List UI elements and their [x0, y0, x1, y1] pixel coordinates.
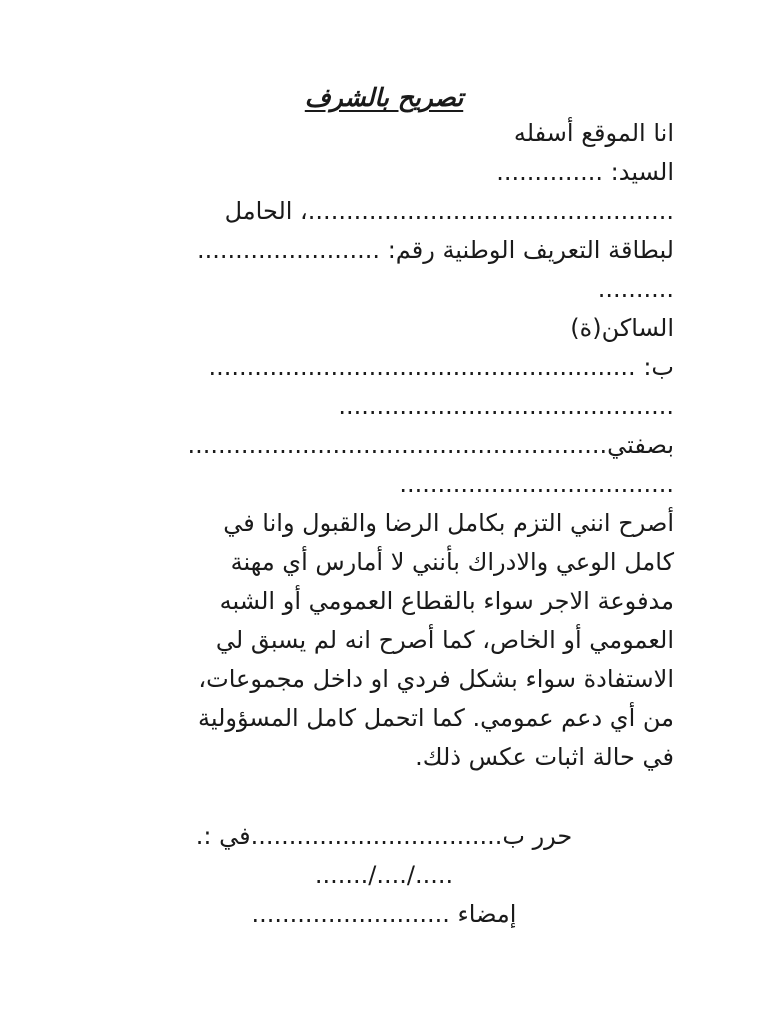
intro-line: انا الموقع أسفله	[513, 119, 674, 147]
declaration-line: أصرح انني التزم بكامل الرضا والقبول وانا في	[223, 509, 674, 537]
resident-label-line: الساكن(ة)	[570, 314, 674, 342]
address-line: ب: ........................................................	[208, 353, 674, 381]
signature-block	[0, 817, 768, 934]
capacity-line: بصفتي.......................................................	[187, 431, 674, 459]
declaration-line: كامل الوعي والادراك بأنني لا أمارس أي مهنة	[230, 548, 674, 576]
name-field-line: السيد: ..............	[496, 158, 674, 186]
place-date-line: حرر ب.................................في :.	[195, 822, 573, 850]
address-continuation-line: ............................................	[338, 392, 674, 420]
signature-line: إمضاء ..........................	[251, 900, 517, 928]
id-card-continuation-line: ..........	[597, 275, 674, 303]
date-blank-line: ...../..../.......	[314, 861, 454, 889]
document-body	[48, 114, 674, 777]
declaration-line: من أي دعم عمومي. كما اتحمل كامل المسؤولية	[198, 704, 674, 732]
declaration-line: الاستفادة سواء بشكل فردي او داخل مجموعات،	[198, 665, 674, 693]
declaration-line: في حالة اثبات عكس ذلك.	[415, 743, 674, 771]
capacity-continuation-line: ....................................	[399, 470, 674, 498]
id-card-line: لبطاقة التعريف الوطنية رقم: ........................	[196, 236, 674, 264]
document-title: تصريح بالشرف	[304, 83, 464, 112]
declaration-line: العمومي أو الخاص، كما أصرح انه لم يسبق لي	[215, 626, 674, 654]
declaration-line: مدفوعة الاجر سواء بالقطاع العمومي أو الشبه	[219, 587, 674, 615]
name-continuation-line: ................................................، الحامل	[224, 197, 674, 225]
